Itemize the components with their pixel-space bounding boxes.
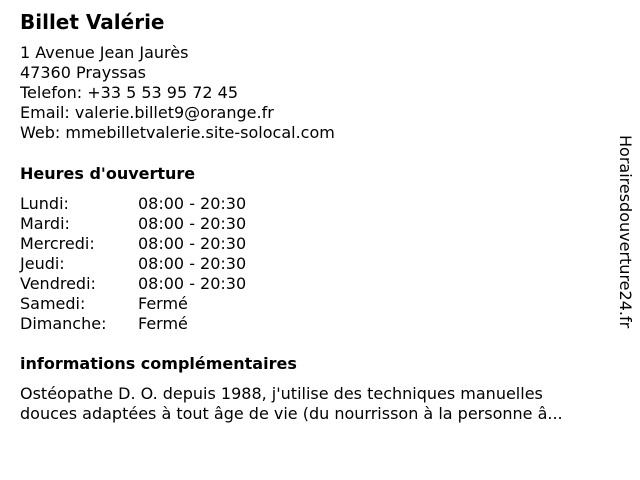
- info-description: [20, 384, 620, 424]
- time-value: Fermé: [138, 294, 188, 313]
- day-label: Vendredi:: [20, 274, 96, 293]
- time-value: 08:00 - 20:30: [138, 254, 247, 273]
- contact-block: [20, 43, 335, 143]
- web-line: Web: mmebilletvalerie.site-solocal.com: [20, 123, 335, 142]
- hours-table: [20, 194, 246, 334]
- day-label: Jeudi:: [20, 254, 65, 273]
- address-city: 47360 Prayssas: [20, 63, 147, 82]
- hours-row-tuesday: [20, 214, 246, 234]
- day-label: Mardi:: [20, 214, 70, 233]
- phone-line: Telefon: +33 5 53 95 72 45: [20, 83, 239, 102]
- info-line-1: Ostéopathe D. O. depuis 1988, j'utilise des techniques manuelles: [20, 384, 543, 403]
- time-value: 08:00 - 20:30: [138, 274, 247, 293]
- time-value: 08:00 - 20:30: [138, 234, 247, 253]
- hours-row-thursday: [20, 254, 246, 274]
- info-line-2: douces adaptées à tout âge de vie (du nourrisson à la personne â...: [20, 404, 563, 423]
- site-watermark: Horairesdouverture24.fr: [616, 135, 635, 329]
- day-label: Samedi:: [20, 294, 86, 313]
- address-street: 1 Avenue Jean Jaurès: [20, 43, 189, 62]
- hours-row-sunday: [20, 314, 246, 334]
- time-value: 08:00 - 20:30: [138, 194, 247, 213]
- email-line: Email: valerie.billet9@orange.fr: [20, 103, 274, 122]
- hours-row-saturday: [20, 294, 246, 314]
- info-heading: informations complémentaires: [20, 354, 297, 373]
- day-label: Dimanche:: [20, 314, 107, 333]
- day-label: Lundi:: [20, 194, 69, 213]
- hours-row-wednesday: [20, 234, 246, 254]
- business-name: Billet Valérie: [20, 10, 165, 34]
- hours-heading: Heures d'ouverture: [20, 164, 196, 183]
- day-label: Mercredi:: [20, 234, 95, 253]
- time-value: 08:00 - 20:30: [138, 214, 247, 233]
- hours-row-friday: [20, 274, 246, 294]
- time-value: Fermé: [138, 314, 188, 333]
- hours-row-monday: [20, 194, 246, 214]
